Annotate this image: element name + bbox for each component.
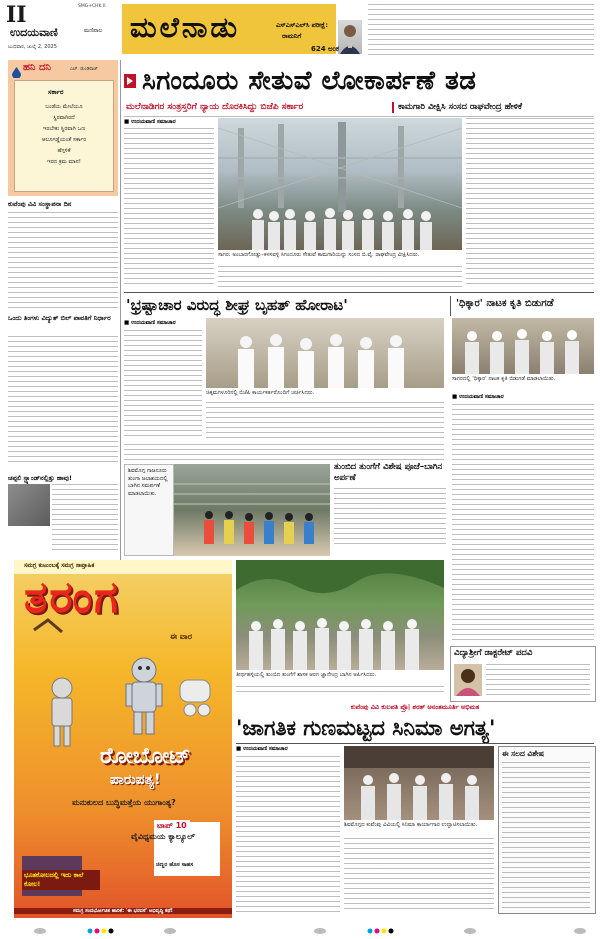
dateline: ಬುಧವಾರ, ಜುಲೈ 2, 2025 [8, 44, 57, 50]
lead-body [124, 128, 214, 288]
section-title: ಮಲೆನಾಡು [130, 11, 241, 44]
ad-ghost: ಭೂತಕೋಲದಲ್ಲಿ ಇದು ಕಾಲೆ ಕೋಲ! [22, 870, 100, 890]
ad-headline-1: ರೋಬೋಟ್ [100, 744, 191, 769]
ad-tagline: ಸಮಗ್ರ ಕುಟುಂಬಕ್ಕೆ ಸಮಗ್ರ ಸಾಪ್ತಾಹಿಕ [24, 562, 95, 569]
poem-line: ಬಂಡೆಯ ಮೇಲೆಯೂ [45, 104, 83, 110]
tunga-headline: ತುಂಬಿದ ತುಂಗೆಗೆ ವಿಶೇಷ ಪೂಜೆ–ಬಾಗಿನ ಅರ್ಪಣೆ [334, 462, 443, 483]
cinema-headline: 'ಜಾಗತಿಕ ಗುಣಮಟ್ಟದ ಸಿನಿಮಾ ಅಗತ್ಯ' [236, 716, 496, 740]
poem-box [14, 80, 114, 192]
story-headline: ಒಂದು ತಿಂಗಳು ವಿದ್ಯುತ್ ಬಿಲ್ ಪಾವತಿಗೆ ನಿರ್ಧಾರ [8, 314, 111, 322]
bridge-photo [218, 118, 462, 250]
poem-line: ಹೆಗ್ಗಳಿಕೆ [57, 148, 71, 154]
column-divider [120, 60, 121, 560]
corruption-caption: ಚಿಕ್ಕಮಗಳೂರಿನಲ್ಲಿ ಬಿಜೆಪಿ ಕಾರ್ಯಕರ್ತರೊಂದಿಗೆ ಚರ್ಚಿಸಿದರು. [206, 390, 315, 396]
poem-line: ಇರದ ಕ್ರಮ ಮಾನ! [47, 159, 81, 165]
river-puja-photo [236, 560, 444, 670]
banner-line: ಕುವೆಂಪು ವಿವಿ ಕುಲಪತಿ ಪ್ರೊ| ಶರತ್‌ ಅನಂತಮೂರ್ತಿ ಅಭಿಮತ [350, 703, 480, 711]
poem-title: ಸರ್ಕಾರ [48, 88, 64, 96]
edition-code: SMG+CHK II [78, 4, 106, 9]
ad-top-title: ವೈವಿಧ್ಯಮಯ ಕ್ಯಾಲ್ಯೂಲ್ [131, 832, 195, 841]
corruption-body [124, 330, 202, 440]
ad-question: ಮನುಕುಲದ ಬುದ್ಧಿಮತ್ತೆಯ ಯುಗಾಂತ್ಯ? [72, 798, 176, 807]
corruption-body [206, 402, 444, 440]
ad-title: ತರಂಗ [24, 572, 120, 623]
dam-photo [174, 464, 330, 556]
lead-body [218, 266, 462, 288]
cinema-byline: ■ ಉದಯವಾಣಿ ಸಮಾಚಾರ [236, 746, 288, 752]
paper-name: ಉದಯವಾಣಿ [10, 26, 58, 39]
headline-rule [124, 116, 594, 117]
drama-headline: 'ಧಿಕ್ಕಾರ' ನಾಟಕ ಕೃತಿ ಬಿಡುಗಡೆ [456, 298, 554, 309]
ad-day: ಈ ವಾರ [170, 632, 192, 641]
page-number: II [6, 2, 27, 28]
poem-line: ಸ್ಥಿರವಾಗಿರದೆ [53, 115, 75, 121]
ad-top-label: ಟಾಪ್ 10 [154, 820, 190, 832]
doctorate-headline: ವಿದ್ಯಾಶ್ರೀಗೆ ಡಾಕ್ಟರೇಟ್‌ ಪದವಿ [454, 648, 533, 658]
drama-caption: ಸಾಗರದಲ್ಲಿ 'ಧಿಕ್ಕಾರ' ನಾಟಕ ಕೃತಿ ಬಿಡುಗಡೆ ಮಾಡಲಾಯಿತು. [452, 376, 556, 382]
ad-headline-2: ಪಾರುಪತ್ಯ! [110, 772, 161, 788]
headline-icon [124, 73, 136, 87]
tunga-caption: ತೀರ್ಥಹಳ್ಳಿಯಲ್ಲಿ ತುಂಬಿದ ತುಂಗೆಗೆ ಶಾಸಕ ಆರಗ ಜ್ಞಾನೇಂದ್ರ ಬಾಗಿನ ಅರ್ಪಿಸಿದರು. [236, 672, 377, 678]
doctorate-body [486, 664, 590, 696]
student-portrait [338, 20, 362, 54]
drama-photo [452, 318, 594, 374]
corruption-body [124, 444, 444, 462]
lead-headline: ಸಿಗಂದೂರು ಸೇತುವೆ ಲೋಕಾರ್ಪಣೆ ತಡ [142, 66, 477, 96]
story-body [8, 336, 118, 466]
lead-body [466, 118, 594, 288]
corruption-headline: 'ಭ್ರಷ್ಟಾಚಾರ ವಿರುದ್ಧ ಶೀಘ್ರ ಬೃಹತ್‌ ಹೋರಾಟ' [126, 296, 348, 314]
poem-line: ಆಲೂಗಡ್ಡೆಯಂತೆ ಸರ್ಕಾರ [41, 137, 87, 143]
cinema-photo [344, 746, 494, 820]
poem-line: ಇರಬೇಕು ಸ್ಥಿರವಾಗಿ ಒಣ [42, 126, 86, 132]
doctorate-portrait [454, 664, 482, 696]
tunga-body [236, 686, 444, 696]
snake-photo [8, 484, 50, 526]
story-headline: ಕುವೆಂಪು ವಿವಿ ಸಂಸ್ಥಾಪನಾ ದಿನ [8, 200, 72, 208]
cinema-caption: ಶಿವಮೊಗ್ಗದ ಕುವೆಂಪು ವಿವಿಯಲ್ಲಿ ಸಿನಿಮಾ ಕಾರ್ಯಾಗಾರ ಉದ್ಘಾಟಿಸಲಾಯಿತು. [344, 822, 478, 828]
ad-footer: ಸಮಗ್ರ ಸಂದರ್ಭೋಚಿತ ಹಾರಿಕೆ: 'ಈ ಭರವಸೆ' ಅಭಿವೃದ್ಧಿ ಕಥೆ! [14, 908, 232, 914]
section-rule [124, 292, 594, 293]
story-body [52, 484, 118, 554]
special-box-body [502, 762, 590, 908]
promo-name: ರಾಮನಿಗೆ [282, 32, 302, 40]
edition-name: ಮಣಿಪಾಲ [84, 28, 103, 34]
headline-divider [450, 296, 451, 316]
top-right-brief [368, 4, 594, 58]
special-box-title: ಈ ಸಲದ ವಿಶೇಷ [502, 749, 544, 758]
drama-body [452, 404, 594, 644]
tunga-body [334, 488, 446, 548]
column-brand: ಹನಿ ದನಿ [23, 62, 51, 73]
story-body [8, 212, 118, 308]
column-author: ಎಚ್. ಡುಂಡಿರಾಜ್ [70, 67, 98, 72]
lead-subhead-right: ಕಾಮಗಾರಿ ವೀಕ್ಷಿಸಿ ಸಂಸದ ರಾಘವೇಂದ್ರ ಹೇಳಿಕೆ [398, 102, 523, 112]
drama-byline: ■ ಉದಯವಾಣಿ ಸಮಾಚಾರ [452, 394, 504, 400]
tunga-side-note: ಶಿವಮೊಗ್ಗ ಗಾಜನೂರು ತುಂಗಾ ಜಲಾಶಯದಲ್ಲಿ ಬಾಗಿನ ಸಮರ್ಪಣೆ ಮಾಡಲಾಯಿತು. [128, 468, 168, 497]
ad-side-title: ಚಿಣ್ಣರ ಹೊಸ ಸಾಹಸ [156, 862, 194, 868]
subhead-separator [392, 102, 394, 113]
registration-marks [30, 920, 590, 928]
cinema-body [344, 838, 494, 912]
cinema-body [236, 756, 340, 912]
cinema-rule [236, 743, 594, 744]
drop-icon [12, 63, 21, 74]
corruption-byline: ■ ಉದಯವಾಣಿ ಸಮಾಚಾರ [124, 320, 176, 326]
story-headline: ಚಪ್ಪಲಿ ಸ್ಟ್ಯಾಂಡ್‌ನಲ್ಲಿತ್ತು ಹಾವು! [8, 474, 72, 482]
lead-byline: ■ ಉದಯವಾಣಿ ಸಮಾಚಾರ [124, 119, 176, 125]
lead-photo-caption: ಸಾಗರ: ಅಂಬಾರಗೋಡ್ಲು–ಕಳಸವಳ್ಳಿ ಸಿಗಂದೂರು ಸೇತುವೆ ಕಾಮಗಾರಿಯನ್ನು ಸಂಸದ ಬಿ.ವೈ. ರಾಘವೇಂದ್ರ ವೀಕ್ಷಿಸಿದರು. [218, 252, 420, 258]
lead-subhead-left: ಮಲೆನಾಡಿಗರ ಸಂತ್ರಸ್ತರಿಗೆ ನ್ಯಾಯ ದೊರಕಿಸಿದ್ದು ಬಿಜೆಪಿ ಸರ್ಕಾರ [126, 102, 304, 112]
promo-heading: ಎಸ್ಎಸ್ಎಲ್‌ಸಿ ಪರೀಕ್ಷೆ: [276, 21, 328, 29]
promo-score: 624 ಅಂಕ [311, 45, 339, 53]
meeting-photo [206, 318, 444, 388]
